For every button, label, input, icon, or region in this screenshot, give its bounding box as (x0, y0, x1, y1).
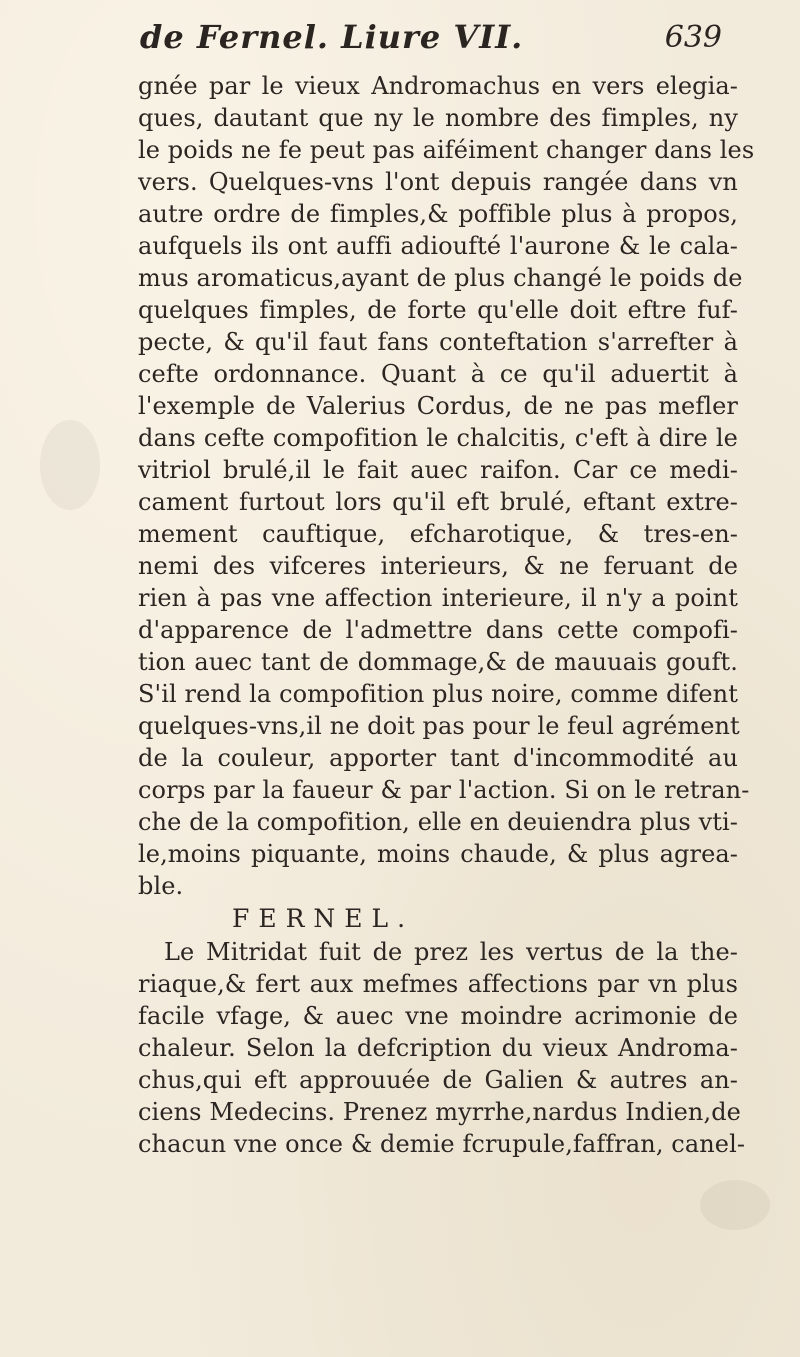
section-heading: FERNEL. (232, 904, 415, 933)
page-header (110, 14, 750, 74)
text-line: pecte, & qu'il faut fans conteftation s'arrefter à (138, 328, 738, 356)
text-line: ques, dautant que ny le nombre des fimples, ny (138, 104, 738, 132)
text-line: chus,qui eft approuuée de Galien & autres an- (138, 1066, 738, 1094)
text-line: quelques-vns,il ne doit pas pour le feul agrément (138, 712, 740, 740)
text-line: facile vfage, & auec vne moindre acrimonie de (138, 1002, 738, 1030)
paragraph-1 (138, 70, 755, 902)
text-line: gnée par le vieux Andromachus en vers elegia- (138, 72, 738, 100)
paragraph-2 (138, 936, 746, 1160)
text-line: che de la compofition, elle en deuiendra plus vti- (138, 808, 738, 836)
text-line: cefte ordonnance. Quant à ce qu'il aduertit à (138, 360, 738, 388)
text-line: ble. (138, 872, 184, 900)
text-line: le,moins piquante, moins chaude, & plus agrea- (138, 840, 738, 868)
text-line: dans cefte compofition le chalcitis, c'eft à dire le (138, 424, 738, 452)
text-line: vitriol brulé,il le fait auec raifon. Car ce medi- (138, 456, 738, 484)
text-line: d'apparence de l'admettre dans cette compofi- (138, 616, 738, 644)
text-line: l'exemple de Valerius Cordus, de ne pas mefler (138, 392, 738, 420)
text-line: chaleur. Selon la defcription du vieux Androma- (138, 1034, 738, 1062)
text-line: tion auec tant de dommage,& de mauuais gouft. (138, 648, 738, 676)
text-line: aufquels ils ont auffi adioufté l'aurone & le cala- (138, 232, 738, 260)
running-head: de Fernel. Liure VII. (140, 18, 524, 56)
text-line: chacun vne once & demie fcrupule,faffran, canel- (138, 1130, 746, 1158)
text-line: autre ordre de fimples,& poffible plus à propos, (138, 200, 738, 228)
text-line: mement cauftique, efcharotique, & tres-en- (138, 520, 738, 548)
text-line: rien à pas vne affection interieure, il n'y a point (138, 584, 738, 612)
page-number: 639 (664, 20, 722, 55)
text-line: Le Mitridat fuit de prez les vertus de la the- (164, 938, 738, 966)
text-line: riaque,& fert aux mefmes affections par vn plus (138, 970, 738, 998)
text-line: S'il rend la compofition plus noire, comme difent (138, 680, 738, 708)
text-line: corps par la faueur & par l'action. Si on le retran- (138, 776, 750, 804)
text-line: nemi des vifceres interieurs, & ne feruant de (138, 552, 738, 580)
text-line: le poids ne fe peut pas aiféiment changer dans les (138, 136, 755, 164)
text-line: quelques fimples, de forte qu'elle doit eftre fuf- (138, 296, 738, 324)
text-line: de la couleur, apporter tant d'incommodité au (138, 744, 738, 772)
text-line: ciens Medecins. Prenez myrrhe,nardus Indien,de (138, 1098, 741, 1126)
text-line: vers. Quelques-vns l'ont depuis rangée dans vn (138, 168, 738, 196)
paper-stain (700, 1180, 770, 1230)
paper-stain (40, 420, 100, 510)
text-line: cament furtout lors qu'il eft brulé, eftant extre- (138, 488, 738, 516)
body-text (138, 70, 755, 1160)
text-line: mus aromaticus,ayant de plus changé le poids de (138, 264, 743, 292)
